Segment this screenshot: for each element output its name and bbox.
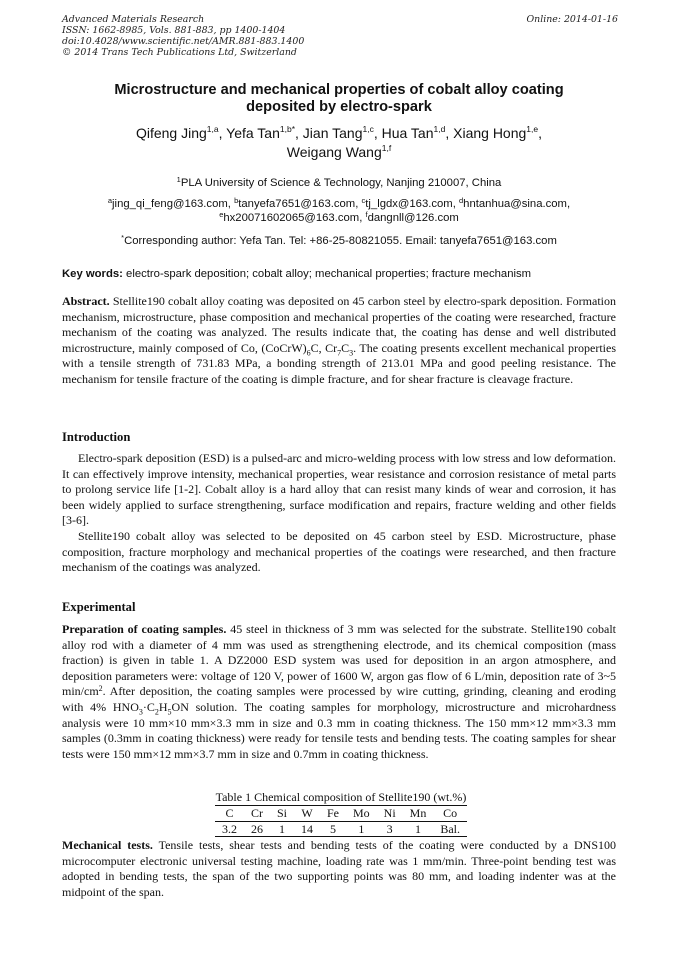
mechanical-tests-paragraph: Mechanical tests. Tensile tests, shear tests and bending tests of the coating were conducted by a DNS100 microcomputer electronic universal testing machine, loading rate was 1 mm/min. Three-point bending test was adopted in bending tests, the span of the two supporting points was 80 mm, and loading indenter was at the midpoint of the span. bbox=[62, 838, 616, 899]
table-header-cell: C bbox=[215, 806, 244, 822]
journal-metadata bbox=[62, 14, 618, 58]
email: $^f$dangnll@126.com bbox=[365, 210, 459, 224]
email-list bbox=[62, 197, 616, 225]
email: $^e$hx20071602065@163.com, bbox=[219, 210, 366, 224]
table-cell: 5 bbox=[320, 821, 346, 837]
table-row bbox=[215, 821, 467, 837]
title-line-1: Microstructure and mechanical properties of cobalt alloy coating bbox=[114, 82, 564, 98]
author: Qifeng Jing$^{1,a}$, bbox=[135, 124, 227, 141]
author: Hua Tan$^{1,d}$, bbox=[381, 124, 454, 141]
email: $^b$tanyefa7651@163.com, bbox=[234, 196, 362, 210]
keywords bbox=[62, 267, 618, 281]
table-cell: 1 bbox=[270, 821, 294, 837]
table-header-cell: Ni bbox=[377, 806, 403, 822]
paper-title bbox=[62, 82, 616, 116]
table-header-cell: W bbox=[294, 806, 320, 822]
table-cell: 3 bbox=[377, 821, 403, 837]
preparation-paragraph: Preparation of coating samples. 45 steel in thickness of 3 mm was selected for the substrate. Stellite190 cobalt alloy rod with a diameter of 4 mm was used as strengthening electrode, and its chemical composition (mass fraction) is given in table 1. A DZ2000 ESD system was used for deposition in an argon atmosphere, and deposition parameters were: voltage of 120 V, power of 1600 W, argon gas flow of 6 L/min, deposition rate of 3~5 $\min/cm^2$. After deposition, the coating samples were processed by wire cutting, grinding, cleaning and eroding with 4% $HNO_3\cdot C_2H_5ON$ solution. The coating samples for morphology, microstructure and microhardness analysis were 10 mm×10 mm×3.3 mm in size and 0.3 mm in coating thickness. The 150 mm×12 mm×3.3 mm samples (0.3mm in coating thickness) were ready for tensile tests and bending tests. The coating samples for shear tests were 150 mm×12 mm×3.7 mm in size and 0.7mm in coating thickness. bbox=[62, 622, 617, 761]
composition-table bbox=[215, 805, 467, 837]
paragraph: Stellite190 cobalt alloy was selected to be deposited on 45 carbon steel by ESD. Microstructure, phase composition, fracture morphology and mechanical properties of the coatings were researched, and then fracture mechanism of the coatings was analyzed. bbox=[62, 528, 616, 575]
author-list bbox=[62, 124, 616, 162]
table-chemical-composition bbox=[196, 790, 486, 837]
abstract-label: Abstract. bbox=[62, 294, 110, 308]
author: Weigang Wang$^{1,f}$ bbox=[286, 143, 392, 160]
journal-name: Advanced Materials Research bbox=[62, 14, 205, 25]
keywords-text: electro-spark deposition; cobalt alloy; mechanical properties; fracture mechanism bbox=[126, 268, 532, 280]
table-header-cell: Fe bbox=[320, 806, 346, 822]
online-date: Online: 2014-01-16 bbox=[526, 14, 618, 25]
doi: doi:10.4028/www.scientific.net/AMR.881-883.1400 bbox=[62, 36, 305, 47]
table-cell: 26 bbox=[244, 821, 270, 837]
preparation-label: Preparation of coating samples. bbox=[62, 622, 227, 636]
mechanical-tests-label: Mechanical tests. bbox=[62, 838, 153, 852]
table-cell: 1 bbox=[346, 821, 377, 837]
table-header-cell: Mn bbox=[403, 806, 434, 822]
introduction-body bbox=[62, 451, 616, 576]
abstract: Abstract. Stellite190 cobalt alloy coating was deposited on 45 carbon steel by electro-spark deposition. Formation mechanism, microstructure, phase composition and mechanical properties of the coating were researched, fracture mechanism of the coating was analyzed. The results indicate that, the coating has dense and well distributed microstructure, mainly composed of Co, $(CoCrW)_6C$, $Cr_7C_3$. The coating presents excellent mechanical properties with a tensile strength of 731.83 MPa, a bonding strength of 213.01 MPa and good peeling resistance. The mechanism for tensile fracture of the coating is dimple fracture, and for shear fracture is cleavage fracture. bbox=[62, 294, 616, 386]
affiliation: $^1$PLA University of Science & Technology, Nanjing 210007, China bbox=[176, 175, 502, 189]
email: $^c$tj_lgdx@163.com, bbox=[361, 196, 459, 210]
table-cell: 3.2 bbox=[215, 821, 244, 837]
keywords-label: Key words: bbox=[62, 268, 123, 280]
copyright: © 2014 Trans Tech Publications Ltd, Switzerland bbox=[62, 47, 297, 58]
table-cell: 14 bbox=[294, 821, 320, 837]
table-cell: 1 bbox=[403, 821, 434, 837]
paragraph: Electro-spark deposition (ESD) is a pulsed-arc and micro-welding process with low stress and low deformation. It can effectively improve intensity, mechanical properties, wear resistance and corrosion resistance of metal parts to prolong service life [1-2]. Cobalt alloy is a hard alloy that can resist many kinds of wear and corrosion, it has been widely applied to surface strengthening, surface modification and repairs, fracture welding and other fields [3-6]. bbox=[62, 451, 616, 528]
author: Xiang Hong$^{1,e}$, bbox=[453, 124, 543, 141]
section-heading-experimental: Experimental bbox=[62, 600, 136, 614]
table-header-cell: Mo bbox=[346, 806, 377, 822]
author: Yefa Tan$^{1,b*}$, bbox=[226, 124, 303, 141]
table-header-row bbox=[215, 806, 467, 822]
table-cell: Bal. bbox=[433, 821, 467, 837]
table-header-cell: Co bbox=[433, 806, 467, 822]
table-caption: Table 1 Chemical composition of Stellite190 (wt.%) bbox=[215, 790, 467, 804]
table-header-cell: Si bbox=[270, 806, 294, 822]
author: Jian Tang$^{1,c}$, bbox=[302, 124, 382, 141]
issn: ISSN: 1662-8985, Vols. 881-883, pp 1400-1404 bbox=[62, 25, 286, 36]
table-header-cell: Cr bbox=[244, 806, 270, 822]
email: $^d$hntanhua@sina.com, bbox=[459, 196, 571, 210]
title-line-2: deposited by electro-spark bbox=[246, 99, 432, 115]
email: $^a$jing_qi_feng@163.com, bbox=[107, 196, 235, 210]
section-heading-introduction: Introduction bbox=[62, 430, 131, 444]
corresponding-author: *Corresponding author: Yefa Tan. Tel: +86-25-80821055. Email: tanyefa7651@163.com bbox=[121, 233, 557, 247]
